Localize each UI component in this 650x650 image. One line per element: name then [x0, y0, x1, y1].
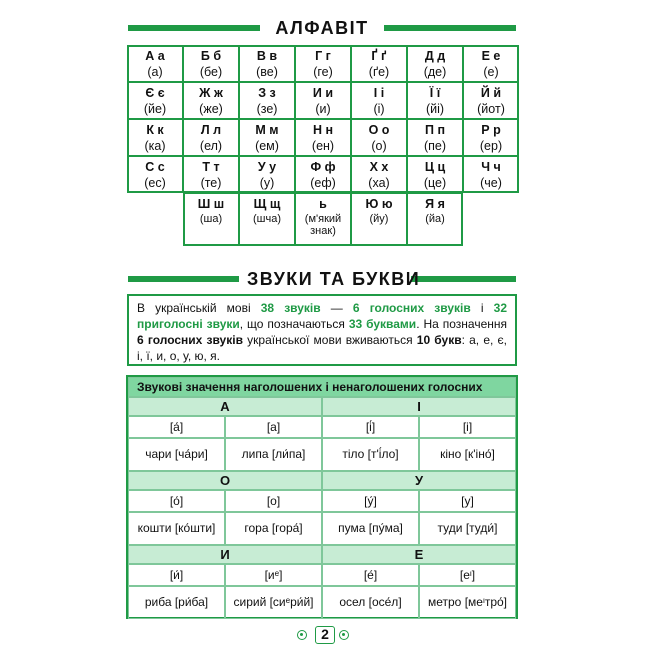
vowel-row	[128, 471, 516, 490]
alphabet-cell	[407, 156, 463, 193]
ornament-icon	[339, 630, 349, 640]
letter: У у	[257, 160, 277, 174]
vowel-row	[128, 397, 516, 416]
example-word: осел [осе́л]	[322, 586, 419, 619]
vowel-letter-list: : а, е, є, і, ї, и, о, у, ю, я.	[137, 333, 507, 363]
ornament-icon	[297, 630, 307, 640]
vowels-table	[126, 375, 518, 619]
table-header-row	[128, 377, 516, 397]
transcription: [а]	[225, 416, 322, 438]
letter: М м	[255, 123, 279, 137]
letter: Я я	[425, 197, 445, 211]
example-word: туди [туди́]	[419, 512, 516, 545]
letter-sound: (пе)	[423, 138, 447, 153]
example-word: сирий [сиᵉри́й]	[225, 586, 322, 619]
vowels-emphasis: 6 голосних звуків	[137, 333, 243, 347]
letter-sound: (шча)	[253, 212, 281, 225]
letter: П п	[424, 123, 445, 137]
letter: Р р	[481, 123, 501, 137]
intro-text: На позначення	[423, 317, 507, 331]
transcription: [е́]	[322, 564, 419, 586]
example-word: липа [ли́па]	[225, 438, 322, 471]
transcription: [а́]	[128, 416, 225, 438]
vowel-letter: У	[322, 471, 516, 490]
alphabet-cell	[463, 45, 519, 82]
alphabet-cell	[183, 45, 239, 82]
alphabet-cell	[239, 45, 295, 82]
letter-sound: (де)	[423, 64, 447, 79]
letter: Щ щ	[253, 197, 281, 211]
letter-sound: (йа)	[425, 212, 445, 225]
letter-sound: (у)	[259, 175, 275, 190]
alphabet-cell	[183, 119, 239, 156]
letter: Ї ї	[429, 86, 441, 100]
alphabet-cell	[463, 156, 519, 193]
letter-sound: (йі)	[425, 101, 445, 116]
letter-sound: (а)	[147, 64, 163, 79]
letter: Ю ю	[365, 197, 393, 211]
letter: І і	[373, 86, 385, 100]
letter-sound: (те)	[200, 175, 222, 190]
letter: Г г	[315, 49, 331, 63]
consonants-count: 32 приголосні звуки	[137, 301, 507, 331]
intro-text: .	[416, 317, 420, 331]
example-word: кошти [ко́шти]	[128, 512, 225, 545]
letter: Ш ш	[197, 197, 225, 211]
transcription: [и́]	[128, 564, 225, 586]
intro-text: , що позначаються	[239, 317, 345, 331]
alphabet-cell	[127, 119, 183, 156]
letter-sound: (ка)	[144, 138, 166, 153]
transcription-row	[128, 564, 516, 586]
alphabet-cell	[407, 45, 463, 82]
letter-sound: (йе)	[143, 101, 167, 116]
letter-sound: (о)	[371, 138, 387, 153]
letter-sound: (и)	[315, 101, 331, 116]
alphabet-cell	[295, 156, 351, 193]
alphabet-cell	[295, 193, 351, 246]
alphabet-cell	[239, 119, 295, 156]
letter: Т т	[202, 160, 220, 174]
page-number-text: 2	[315, 626, 335, 644]
sounds-title	[128, 266, 516, 292]
letter: Й й	[480, 86, 502, 100]
letter: К к	[146, 123, 164, 137]
letters-count: 33 буквами	[348, 317, 417, 331]
letter: Ґ ґ	[371, 49, 387, 63]
intro-box	[127, 294, 517, 366]
sounds-count: 38 звуків	[260, 301, 321, 315]
alphabet-cell	[351, 193, 407, 246]
letter-sound: (ве)	[256, 64, 278, 79]
intro-text: —	[330, 301, 343, 315]
example-row	[128, 438, 516, 471]
letter-sound: (че)	[480, 175, 502, 190]
alphabet-cell	[183, 193, 239, 246]
letter-sound: (ґе)	[368, 64, 390, 79]
page-number	[297, 626, 353, 644]
sounds-title-text: ЗВУКИ ТА БУКВИ	[239, 266, 411, 292]
letter-sound: (ен)	[311, 138, 335, 153]
letter: Б б	[200, 49, 222, 63]
letter: ь	[319, 197, 327, 211]
example-word: метро [меᶦтро́]	[419, 586, 516, 619]
intro-text: і	[480, 301, 484, 315]
example-word: риба [ри́ба]	[128, 586, 225, 619]
letter-sound: (ге)	[313, 64, 333, 79]
letter: Е е	[481, 49, 501, 63]
transcription: [о]	[225, 490, 322, 512]
letter: С с	[145, 160, 165, 174]
letter: Н н	[312, 123, 334, 137]
letter-sound: (еф)	[310, 175, 336, 190]
transcription: [і́]	[322, 416, 419, 438]
letter-sound: (ес)	[144, 175, 166, 190]
letter: Ц ц	[424, 160, 446, 174]
letter: Ж ж	[199, 86, 223, 100]
letter: Х х	[369, 160, 389, 174]
vowel-row	[128, 545, 516, 564]
letter-sound: (йот)	[477, 101, 505, 116]
letter-sound: (йу)	[369, 212, 389, 225]
alphabet-cell	[295, 82, 351, 119]
transcription: [иᵉ]	[225, 564, 322, 586]
letter-sound: (це)	[423, 175, 447, 190]
letter-sound: (ха)	[368, 175, 390, 190]
letter: А а	[145, 49, 165, 63]
transcription: [еᶦ]	[419, 564, 516, 586]
letter-sound: (ер)	[479, 138, 503, 153]
alphabet-title	[128, 15, 516, 41]
alphabet-cell	[463, 119, 519, 156]
transcription-row	[128, 490, 516, 512]
letter-sound: (зе)	[256, 101, 278, 116]
alphabet-cell	[239, 193, 295, 246]
vowel-letter: О	[128, 471, 322, 490]
letter: О о	[368, 123, 390, 137]
transcription: [і]	[419, 416, 516, 438]
alphabet-cell	[239, 82, 295, 119]
alphabet-cell	[407, 119, 463, 156]
alphabet-cell	[351, 156, 407, 193]
alphabet-cell	[463, 82, 519, 119]
alphabet-cell	[295, 119, 351, 156]
transcription: [у]	[419, 490, 516, 512]
letter: Л л	[200, 123, 222, 137]
example-word: кіно [к'іно́]	[419, 438, 516, 471]
alphabet-cell	[295, 45, 351, 82]
alphabet-cell	[239, 156, 295, 193]
letter-sound: (бе)	[199, 64, 223, 79]
letter-sound: (і)	[373, 101, 385, 116]
alphabet-cell	[127, 82, 183, 119]
letter-sound: (ел)	[199, 138, 223, 153]
alphabet-cell	[351, 119, 407, 156]
alphabet-cell	[351, 45, 407, 82]
transcription: [у́]	[322, 490, 419, 512]
letter-sound: (м'який знак)	[304, 212, 342, 238]
letter: Ф ф	[310, 160, 336, 174]
example-row	[128, 512, 516, 545]
vowel-letter: Е	[322, 545, 516, 564]
letters-emphasis: 10 букв	[416, 333, 462, 347]
intro-text: української мови вживаються	[247, 333, 413, 347]
letter-sound: (ша)	[199, 212, 223, 225]
transcription-row	[128, 416, 516, 438]
letter: Є є	[145, 86, 165, 100]
letter: Ч ч	[481, 160, 501, 174]
example-word: пума [пу́ма]	[322, 512, 419, 545]
letter: И и	[312, 86, 334, 100]
vowels-count: 6 голосних звуків	[352, 301, 471, 315]
alphabet-cell	[183, 82, 239, 119]
example-word: чари [ча́ри]	[128, 438, 225, 471]
letter: В в	[256, 49, 278, 63]
alphabet-cell	[351, 82, 407, 119]
alphabet-title-text: АЛФАВІТ	[260, 15, 384, 41]
table-heading: Звукові значення наголошених і ненаголошених голосних	[128, 377, 516, 397]
letter: Д д	[424, 49, 446, 63]
intro-text: В українській мові	[137, 301, 251, 315]
alphabet-cell	[183, 156, 239, 193]
letter-sound: (же)	[199, 101, 223, 116]
alphabet-cell	[127, 45, 183, 82]
vowel-letter: І	[322, 397, 516, 416]
alphabet-cell	[407, 193, 463, 246]
example-word: гора [гора́]	[225, 512, 322, 545]
alphabet-cell	[127, 156, 183, 193]
alphabet-cell	[407, 82, 463, 119]
vowel-letter: А	[128, 397, 322, 416]
letter: З з	[258, 86, 276, 100]
letter-sound: (ем)	[255, 138, 279, 153]
example-row	[128, 586, 516, 619]
vowel-letter: И	[128, 545, 322, 564]
example-word: тіло [т'і́ло]	[322, 438, 419, 471]
letter-sound: (е)	[483, 64, 499, 79]
transcription: [о́]	[128, 490, 225, 512]
